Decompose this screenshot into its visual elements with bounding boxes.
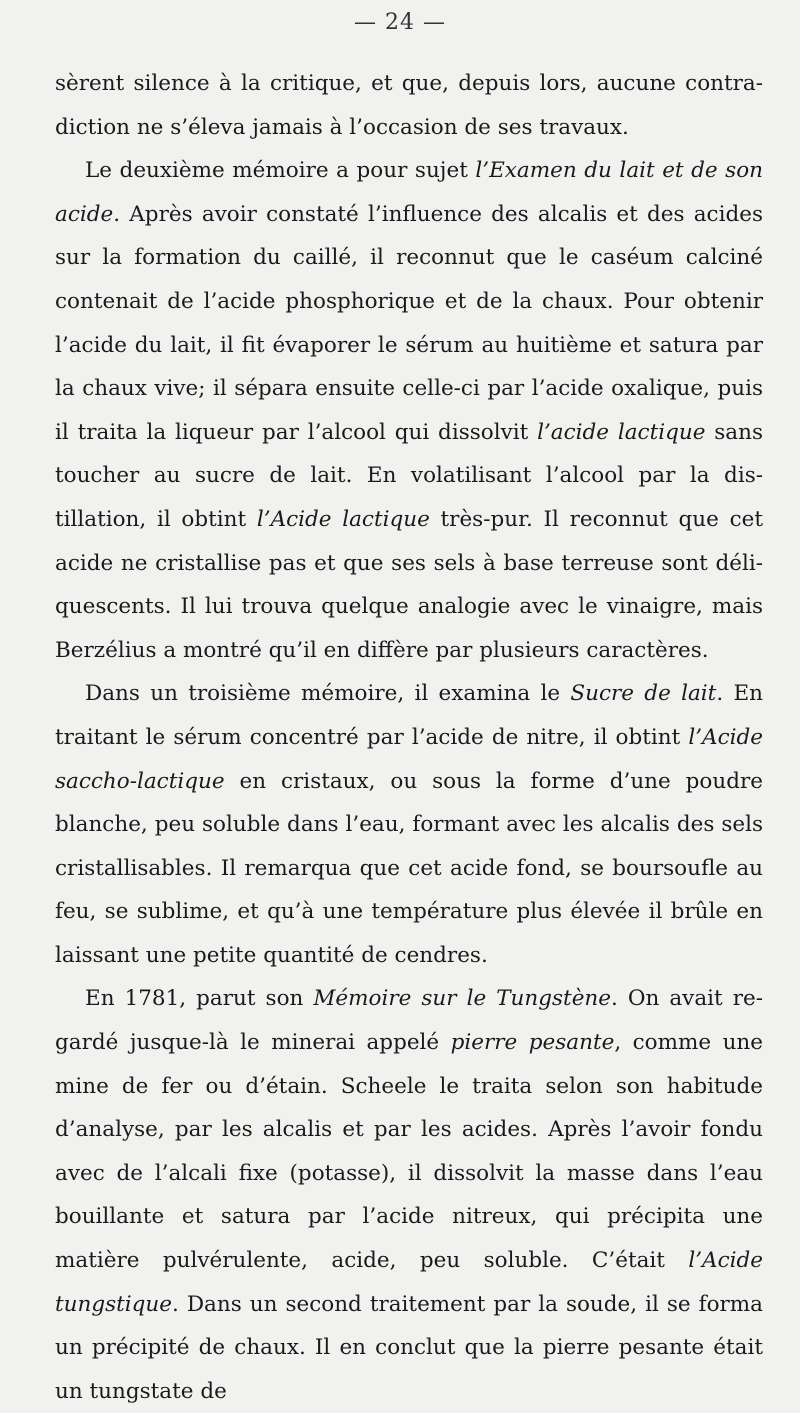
paragraph — [55, 149, 763, 672]
italic-run: l’Acide lactique — [256, 506, 430, 532]
italic-run: Sucre de lait — [570, 681, 717, 707]
paragraph — [55, 62, 763, 149]
text-run: . Dans un second traitement par la soude, il se forma un précipité de chaux. Il en conclut que la pierre pesante était un tungstate de — [55, 1291, 763, 1404]
text-run: . On avait regardé jusque-là le minerai appelé — [55, 986, 763, 1056]
italic-run: pierre pesante — [450, 1030, 615, 1056]
italic-run: l’Acide saccho-lactique — [55, 724, 763, 794]
text-run: très-pur. Il reconnut que cet acide ne cristallise pas et que ses sels à base terreuse sont déliquescents. Il lui trouva quelque analogie avec le vinaigre, mais Berzélius a montré qu’il en diffère par plusieurs caractères. — [55, 506, 763, 663]
text-run: Le deuxième mémoire a pour sujet — [85, 158, 476, 184]
italic-run: l’Examen du lait et de son acide — [55, 158, 763, 227]
italic-run: l’acide lactique — [537, 419, 706, 445]
text-body — [55, 62, 763, 1413]
text-run: en cristaux, ou sous la forme d’une poudre blanche, peu soluble dans l’eau, formant avec les alcalis des sels cristallisables. Il remarqua que cet acide fond, se boursoufle au feu, se sublime, et qu’à une température plus élevée il brûle en laissant une petite quantité de cendres. — [55, 768, 763, 968]
text-run: . En traitant le sérum concentré par l’acide de nitre, il obtint — [55, 681, 763, 750]
text-run: sans toucher au sucre de lait. En volatilisant l’alcool par la distillation, il obtint — [55, 419, 763, 532]
italic-run: Mémoire sur le Tungstène — [313, 986, 611, 1012]
paragraph — [55, 672, 763, 977]
text-run: , comme une mine de fer ou d’étain. Scheele le traita selon son habitude d’analyse, par les alcalis et par les acides. Après l’avoir fondu avec de l’alcali fixe (potasse), il dissolvit la masse dans l’eau bouillante et satura par l’acide nitreux, qui précipita une matière pulvérulente, acide, peu soluble. C’était — [55, 1030, 763, 1274]
text-run: sèrent silence à la critique, et que, depuis lors, aucune contradiction ne s’éleva jamais à l’occasion de ses travaux. — [55, 71, 763, 140]
text-run: En 1781, parut son — [85, 986, 314, 1012]
italic-run: l’Acide tungstique — [55, 1248, 763, 1317]
page-number: — 24 — — [354, 10, 446, 35]
text-run: Dans un troisième mémoire, il examina le — [85, 681, 571, 707]
paragraph — [55, 977, 763, 1413]
text-run: . Après avoir constaté l’influence des alcalis et des acides sur la formation du caillé, il reconnut que le caséum calciné contenait de l’acide phosphorique et de la chaux. Pour obtenir l’acide du lait, il fit évaporer le sérum au huitième et satura par la chaux vive; il sépara ensuite celle-ci par l’acide oxalique, puis il traita la liqueur par l’alcool qui dissolvit — [55, 201, 763, 445]
